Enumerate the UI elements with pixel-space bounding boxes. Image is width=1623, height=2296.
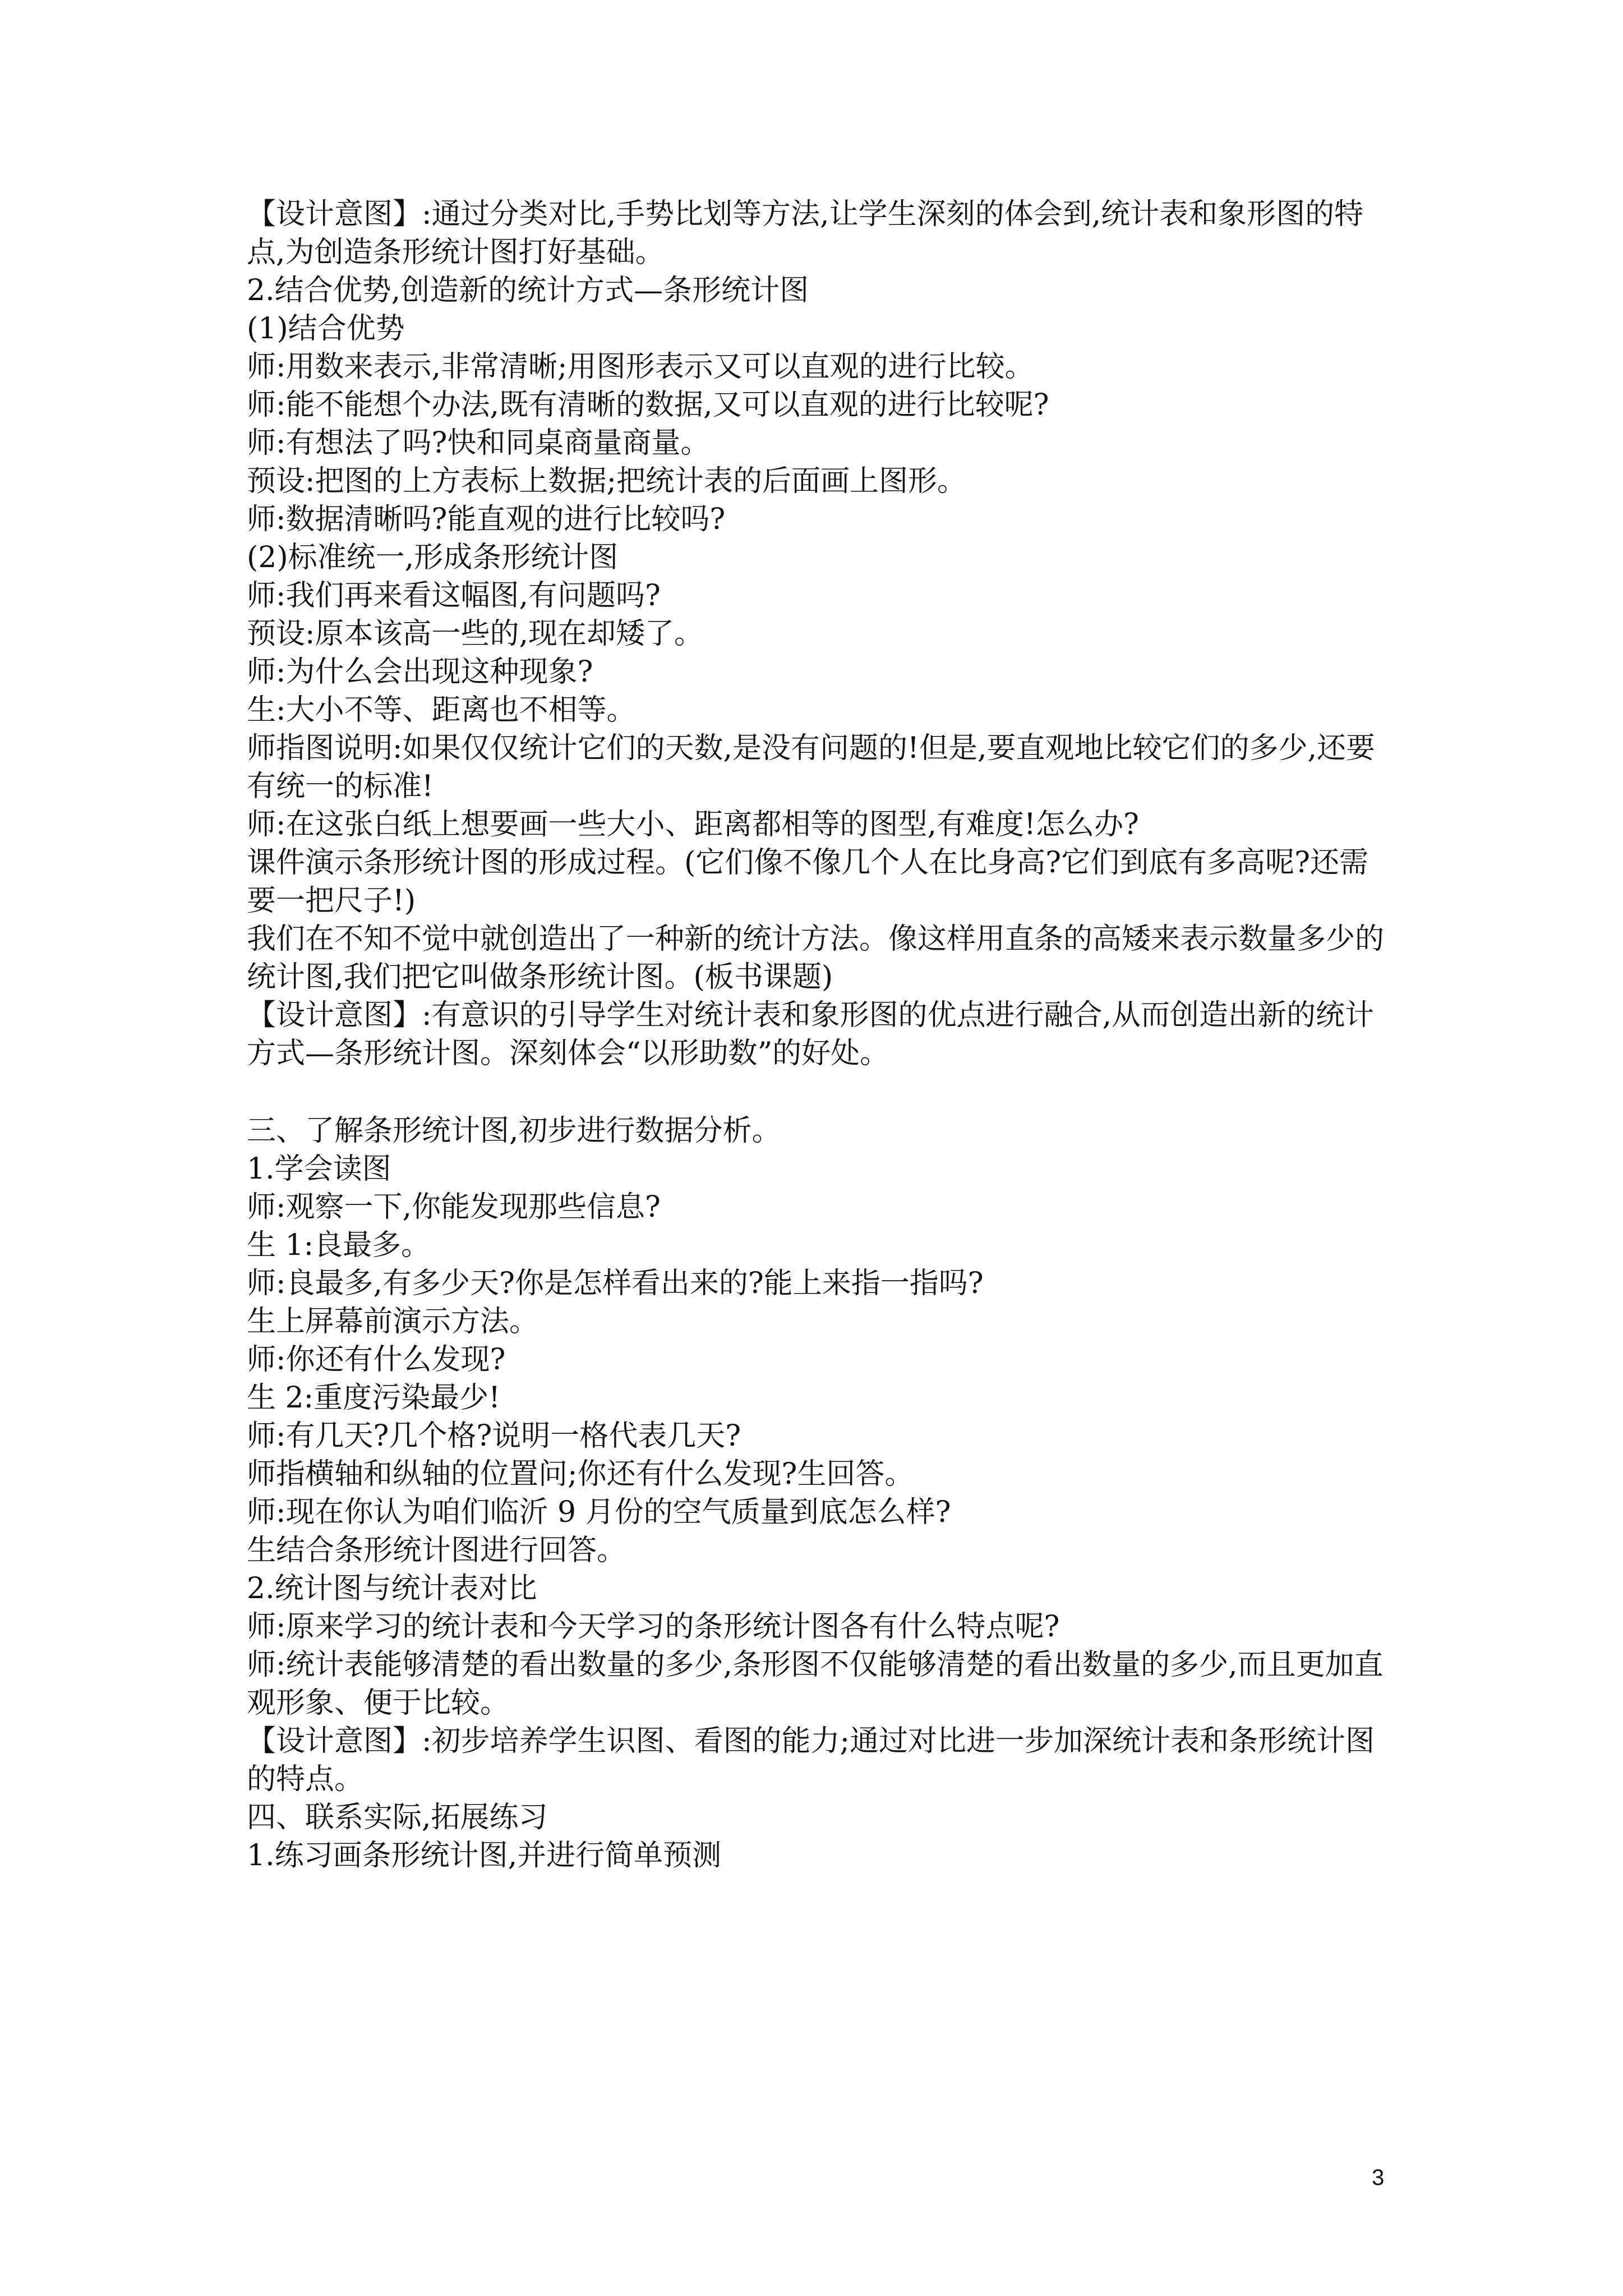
design-intent-paragraph-3: 【设计意图】:初步培养学生识图、看图的能力;通过对比进一步加深统计表和条形统计图的特点。 (247, 1724, 1375, 1796)
dialogue-line: 师:你还有什么发现? (247, 1343, 506, 1377)
courseware-demo-paragraph: 课件演示条形统计图的形成过程。(它们像不像几个人在比身高?它们到底有多高呢?还需要一把尺子!) (247, 846, 1369, 918)
teacher-explanation: 师指横轴和纵轴的位置问;你还有什么发现?生回答。 (247, 1457, 914, 1491)
dialogue-line: 师:在这张白纸上想要画一些大小、距离都相等的图型,有难度!怎么办? (247, 808, 1139, 841)
student-line: 生:大小不等、距离也不相等。 (247, 693, 636, 727)
preset-line: 预设:把图的上方表标上数据;把统计表的后面画上图形。 (247, 464, 967, 498)
dialogue-line: 师:观察一下,你能发现那些信息? (247, 1190, 661, 1224)
dialogue-line: 师:为什么会出现这种现象? (247, 655, 593, 689)
design-intent-paragraph-2: 【设计意图】:有意识的引导学生对统计表和象形图的优点进行融合,从而创造出新的统计方式—条形统计图。深刻体会“以形助数”的好处。 (247, 999, 1375, 1070)
subheading-practice: 1.练习画条形统计图,并进行简单预测 (247, 1839, 722, 1872)
dialogue-line: 师:能不能想个办法,既有清晰的数据,又可以直观的进行比较呢? (247, 388, 1049, 422)
dialogue-line: 师:统计表能够清楚的看出数量的多少,条形图不仅能够清楚的看出数量的多少,而且更加直观形象、便于比较。 (247, 1648, 1384, 1720)
student-line: 生结合条形统计图进行回答。 (247, 1534, 626, 1567)
dialogue-line: 师:有想法了吗?快和同桌商量商量。 (247, 426, 710, 460)
dialogue-line: 师:良最多,有多少天?你是怎样看出来的?能上来指一指吗? (247, 1267, 984, 1300)
page-content (247, 195, 1391, 1875)
teacher-explanation: 师指图说明:如果仅仅统计它们的天数,是没有问题的!但是,要直观地比较它们的多少,还要有统一的标准! (247, 731, 1376, 803)
definition-paragraph: 我们在不知不觉中就创造出了一种新的统计方法。像这样用直条的高矮来表示数量多少的统计图,我们把它叫做条形统计图。(板书课题) (247, 922, 1385, 994)
preset-line: 预设:原本该高一些的,现在却矮了。 (247, 617, 704, 651)
student-line: 生 1:良最多。 (247, 1228, 431, 1262)
page-number: 3 (1372, 2165, 1385, 2190)
dialogue-line: 师:原来学习的统计表和今天学习的条形统计图各有什么特点呢? (247, 1610, 1060, 1644)
section-heading-3: 三、了解条形统计图,初步进行数据分析。 (247, 1114, 781, 1148)
subheading-unified-standard: (2)标准统一,形成条形统计图 (247, 541, 619, 574)
subheading-read-chart: 1.学会读图 (247, 1152, 391, 1186)
dialogue-line: 师:我们再来看这幅图,有问题吗? (247, 579, 661, 613)
paragraph-spacer (247, 1073, 1391, 1112)
dialogue-line: 师:用数来表示,非常清晰;用图形表示又可以直观的进行比较。 (247, 350, 1034, 384)
dialogue-line: 师:现在你认为咱们临沂 9 月份的空气质量到底怎么样? (247, 1496, 951, 1529)
dialogue-line: 师:有几天?几个格?说明一格代表几天? (247, 1419, 741, 1453)
student-line: 生上屏幕前演示方法。 (247, 1305, 539, 1338)
subheading-compare: 2.统计图与统计表对比 (247, 1572, 537, 1605)
section-heading-2: 2.结合优势,创造新的统计方式—条形统计图 (247, 274, 809, 307)
student-line: 生 2:重度污染最少! (247, 1381, 501, 1415)
dialogue-line: 师:数据清晰吗?能直观的进行比较吗? (247, 503, 726, 536)
subheading-combine-advantages: (1)结合优势 (247, 312, 405, 346)
section-heading-4: 四、联系实际,拓展练习 (247, 1801, 548, 1834)
design-intent-paragraph-1: 【设计意图】:通过分类对比,手势比划等方法,让学生深刻的体会到,统计表和象形图的特点,为创造条形统计图打好基础。 (247, 197, 1364, 269)
